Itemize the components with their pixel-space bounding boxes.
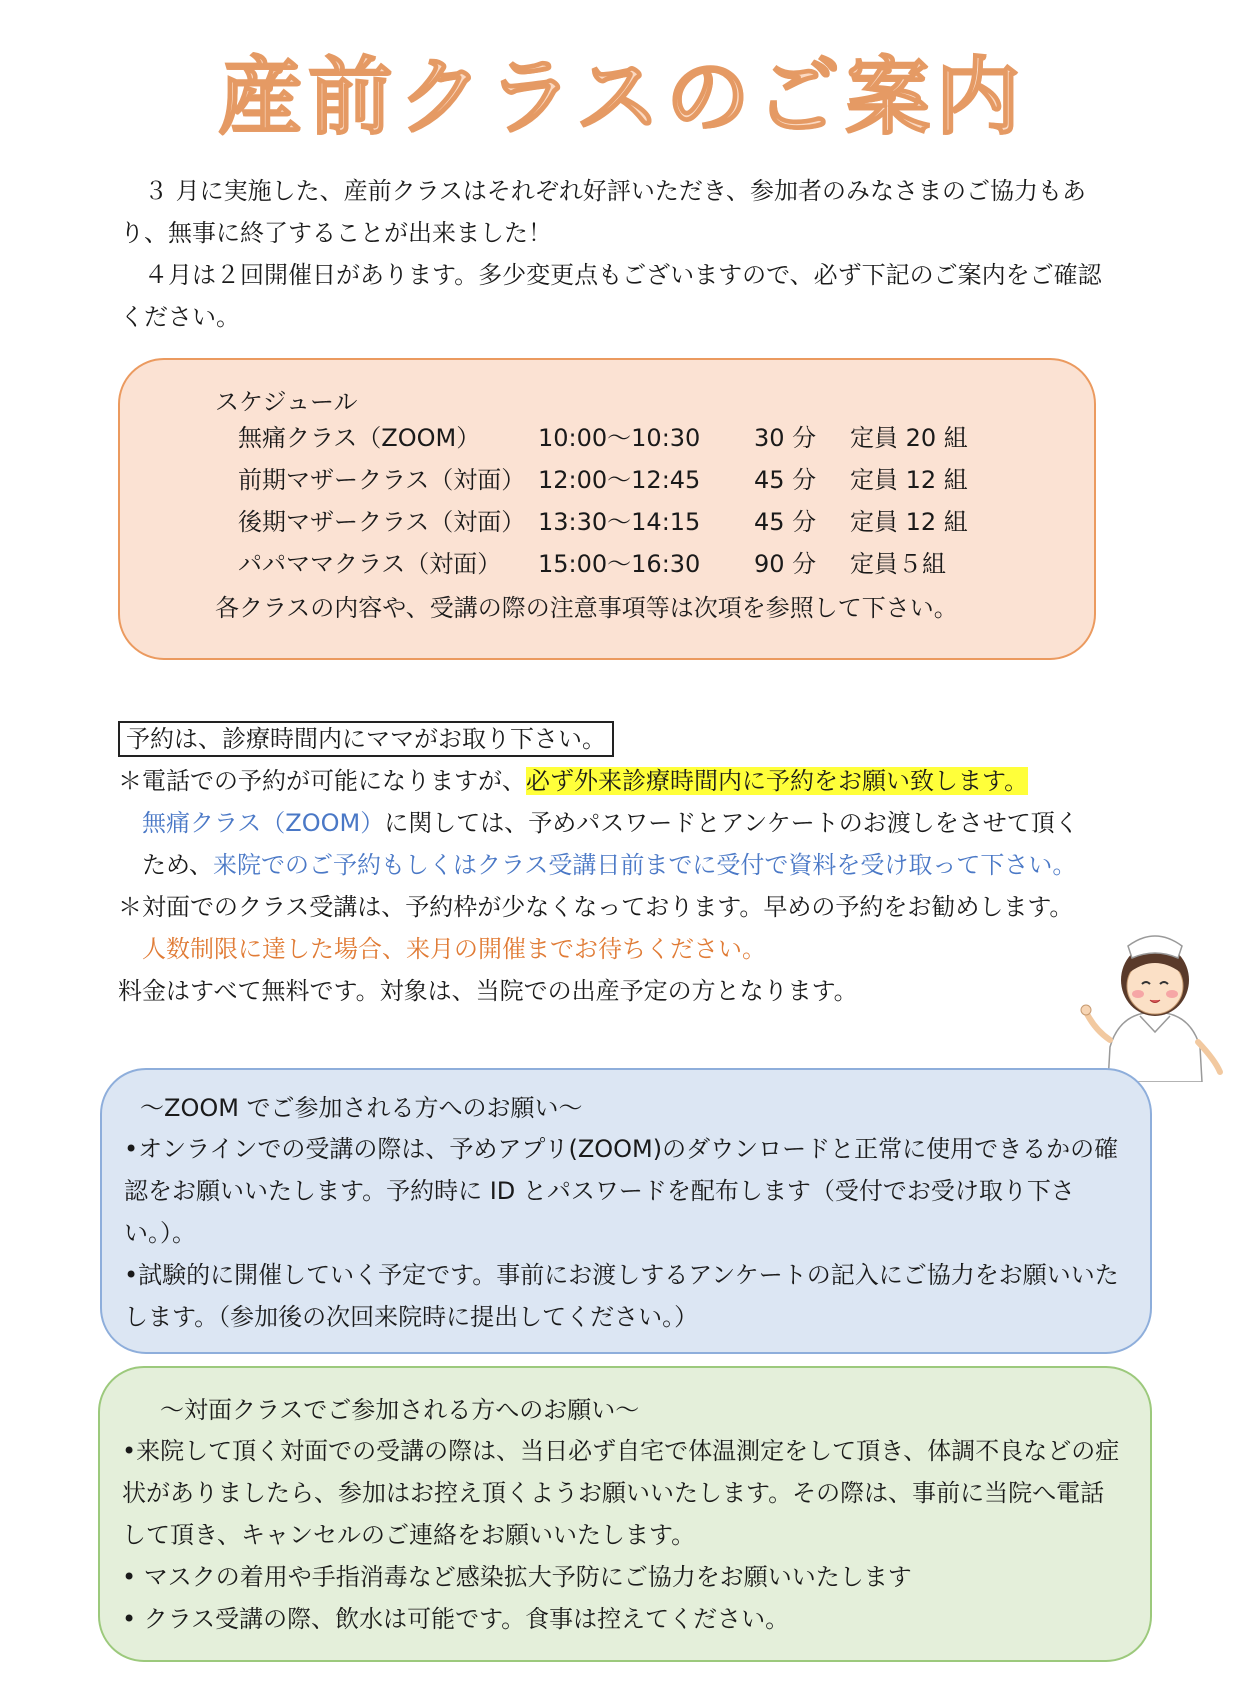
class-name: 後期マザークラス（対面） xyxy=(238,508,526,536)
class-duration: 45 分 xyxy=(754,466,817,494)
schedule-row xyxy=(238,464,1058,496)
class-name: 前期マザークラス（対面） xyxy=(238,466,526,494)
class-time: 13:30〜14:15 xyxy=(538,508,701,536)
zoom-note-line-1 xyxy=(118,802,1118,844)
capacity-limit-note: 人数制限に達した場合、来月の開催までお待ちください。 xyxy=(142,935,766,963)
class-duration: 30 分 xyxy=(754,424,817,452)
class-time: 15:00〜16:30 xyxy=(538,550,701,578)
class-capacity: 定員 20 組 xyxy=(850,424,968,452)
phone-reservation-line xyxy=(118,760,1118,802)
page-title: 産前クラスのご案内 xyxy=(218,48,1026,146)
list-item: • マスクの着用や手指消毒など感染拡大予防にご協力をお願いいたします xyxy=(122,1563,912,1591)
list-item: •来院して頂く対面での受講の際は、当日必ず自宅で体温測定をして頂き、体調不良などの症状がありましたら、参加はお控え頂くようお願いいたします。その際は、事前に当院へ電話して頂き、キャンセルのご連絡をお願いいたします。 xyxy=(122,1437,1120,1549)
class-name: パパママクラス（対面） xyxy=(238,550,502,578)
reservation-notice: 予約は、診療時間内にママがお取り下さい。 xyxy=(118,721,614,757)
class-time: 12:00〜12:45 xyxy=(538,466,701,494)
zoom-box-heading: 〜ZOOM でご参加される方へのお願い〜 xyxy=(140,1094,583,1122)
class-capacity: 定員５組 xyxy=(850,550,946,578)
class-capacity: 定員 12 組 xyxy=(850,466,968,494)
schedule-heading: スケジュール xyxy=(215,388,358,416)
fee-note: 料金はすべて無料です。対象は、当院での出産予定の方となります。 xyxy=(118,977,858,1005)
nurse-illustration xyxy=(1080,912,1230,1082)
class-time: 10:00〜10:30 xyxy=(538,424,701,452)
class-name: 無痛クラス（ZOOM） xyxy=(238,424,481,452)
highlight-text: 必ず外来診療時間内に予約をお願い致します。 xyxy=(526,767,1029,795)
zoom-class-label: 無痛クラス（ZOOM） xyxy=(142,809,385,837)
class-capacity: 定員 12 組 xyxy=(850,508,968,536)
zoom-materials-note: 来院でのご予約もしくはクラス受講日前までに受付で資料を受け取って下さい。 xyxy=(213,851,1077,879)
face-box-heading: 〜対面クラスでご参加される方へのお願い〜 xyxy=(160,1396,640,1424)
intro-paragraph-1: ３ 月に実施した、産前クラスはそれぞれ好評いただき、参加者のみなさまのご協力もあり、無事に終了することが出来ました！ xyxy=(120,177,1086,247)
zoom-box-body xyxy=(124,1128,1124,1338)
schedule-row xyxy=(238,422,1058,454)
zoom-note-text: に関しては、予めパスワードとアンケートのお渡しをさせて頂く xyxy=(384,809,1079,837)
schedule-row xyxy=(238,548,1058,580)
zoom-participants-box xyxy=(100,1068,1152,1354)
intro-paragraph-2: ４月は２回開催日があります。多少変更点もございますので、必ず下記のご案内をご確認ください。 xyxy=(120,261,1102,331)
zoom-note-text-2: ため、 xyxy=(142,851,214,879)
class-duration: 90 分 xyxy=(754,550,817,578)
zoom-note-line-2 xyxy=(118,844,1118,886)
intro-text xyxy=(120,170,1110,338)
list-item: •試験的に開催していく予定です。事前にお渡しするアンケートの記入にご協力をお願いいたします。（参加後の次回来院時に提出してください。） xyxy=(124,1261,1119,1331)
reservation-section xyxy=(118,718,1118,1012)
in-person-participants-box xyxy=(98,1366,1152,1662)
list-item: •オンラインでの受講の際は、予めアプリ(ZOOM)のダウンロードと正常に使用できるかの確認をお願いいたします。予約時に ID とパスワードを配布します（受付でお受け取り下さい。）。 xyxy=(124,1135,1119,1247)
face-box-body xyxy=(122,1430,1122,1640)
class-duration: 45 分 xyxy=(754,508,817,536)
schedule-row xyxy=(238,506,1058,538)
face-class-note: ＊対面でのクラス受講は、予約枠が少なくなっております。早めの予約をお勧めします。 xyxy=(118,893,1074,921)
schedule-note: 各クラスの内容や、受講の際の注意事項等は次項を参照して下さい。 xyxy=(215,594,958,622)
list-item: • クラス受講の際、飲水は可能です。食事は控えてください。 xyxy=(122,1605,790,1633)
schedule-box xyxy=(118,358,1096,660)
phone-text: ＊電話での予約が可能になりますが、 xyxy=(118,767,526,795)
